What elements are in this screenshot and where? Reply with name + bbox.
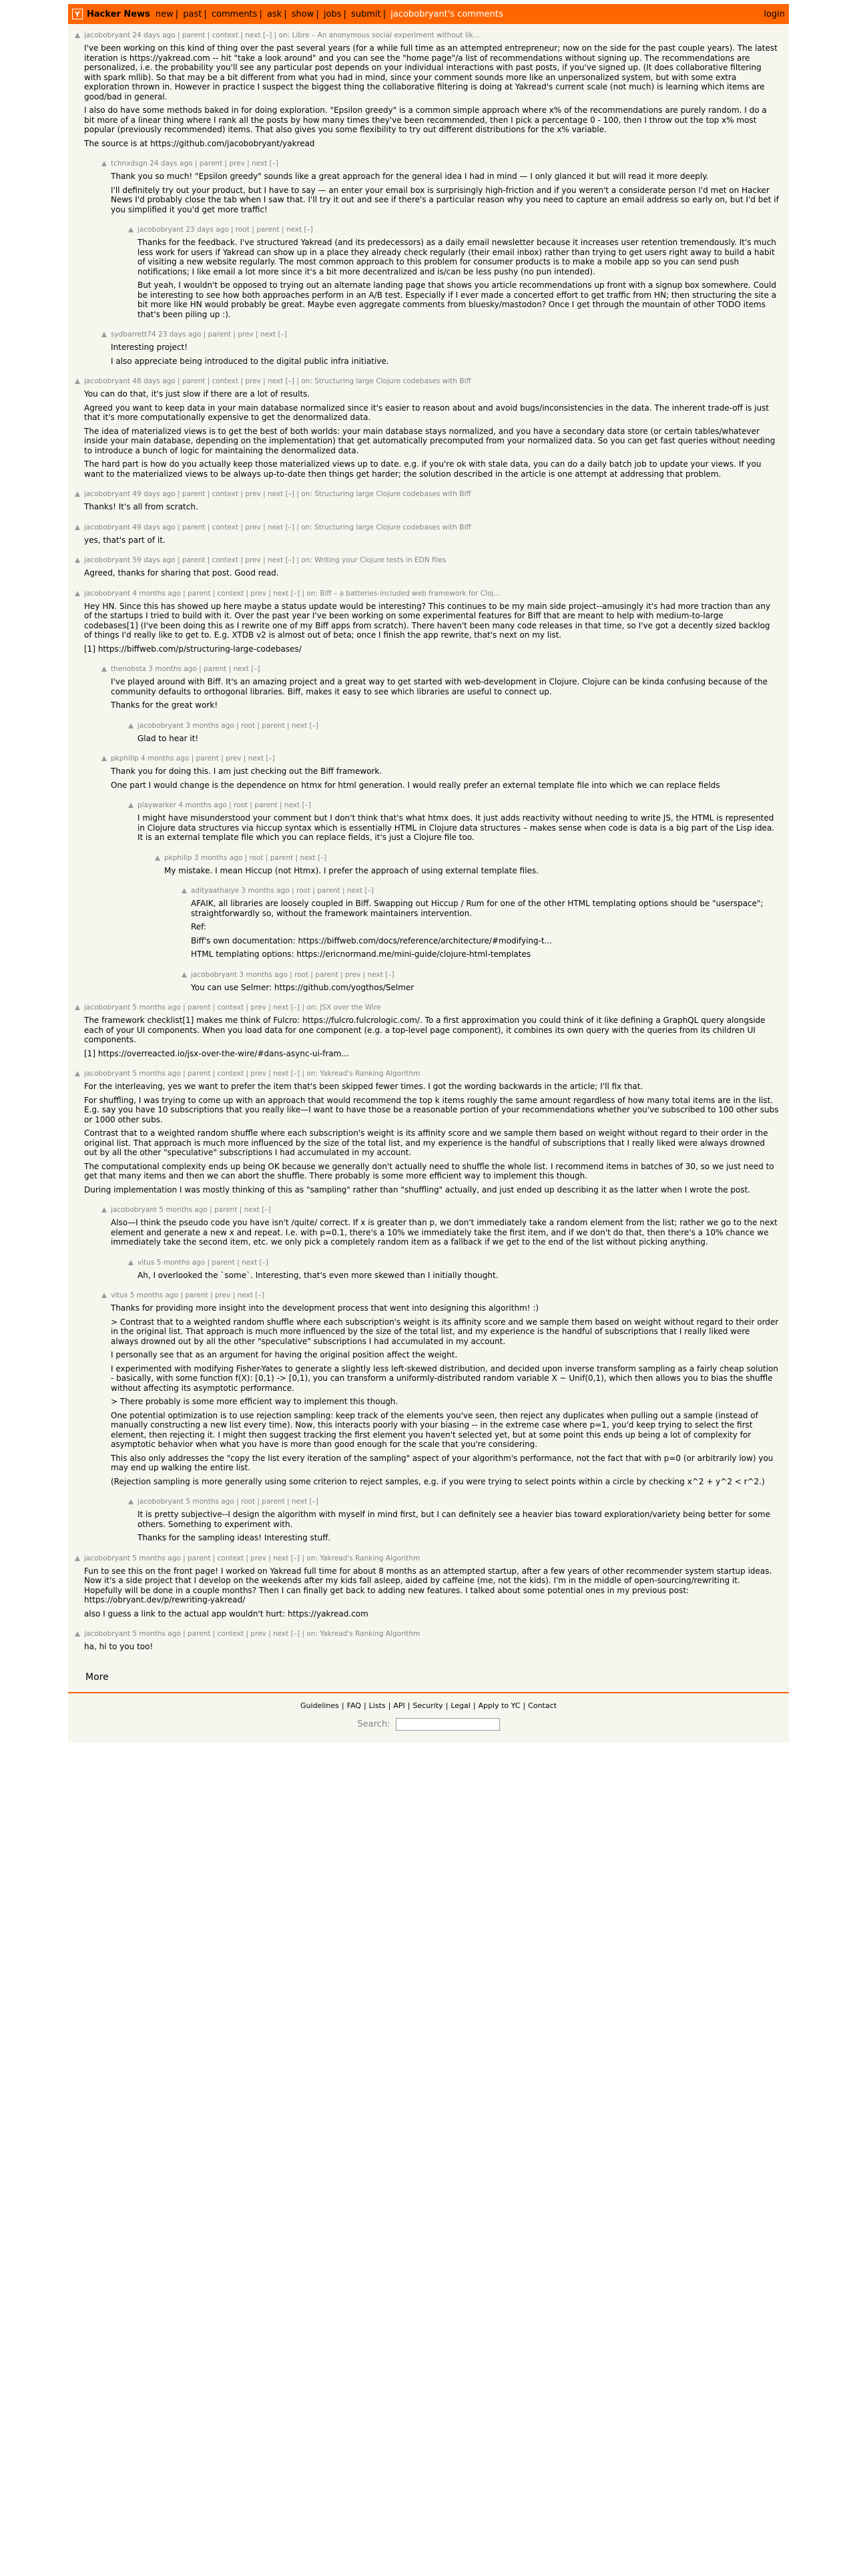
comment-text — [191, 983, 780, 993]
search-input[interactable] — [396, 1718, 500, 1731]
comment-meta[interactable]: pkphilip 3 months ago | root | parent | next [–] — [164, 853, 327, 862]
y-logo-icon[interactable]: Y — [72, 9, 83, 19]
comment-text — [111, 1303, 780, 1486]
footer-separator: | — [407, 1701, 410, 1710]
comment-body — [137, 225, 780, 323]
comment-paragraph: My mistake. I mean Hiccup (not Htmx). I prefer the approach of using external template files. — [164, 865, 539, 875]
comment — [128, 801, 780, 847]
upvote-arrow-icon[interactable] — [128, 803, 133, 808]
comment-body — [137, 1258, 780, 1285]
comment-paragraph: It is pretty subjective--I design the algorithm with myself in mind first, but I can definitely see a heavier bias toward exploration/variety being better for some others. Something to experiment with. — [137, 1510, 771, 1529]
comment-paragraph: You can use Selmer: https://github.com/yogthos/Selmer — [191, 982, 414, 992]
comment-paragraph: AFAIK, all libraries are loosely coupled in Biff. Swapping out Hiccup / Rum for one of the other HTML templating options should be "userspace"; straightforwardly so, without the framework maintainers intervention. — [191, 899, 764, 918]
comment-text — [84, 389, 780, 479]
comment-text — [137, 1510, 780, 1543]
comment — [101, 159, 780, 218]
comment-meta[interactable]: tchnxdsgn 24 days ago | parent | prev | next [–] — [111, 160, 279, 168]
comment — [75, 377, 780, 483]
upvote-arrow-icon[interactable] — [101, 666, 107, 672]
comment — [75, 31, 780, 152]
comment-paragraph: Thanks for the sampling ideas! Interesting stuff. — [137, 1533, 331, 1542]
comment-meta[interactable]: adityaathalye 3 months ago | root | parent | next [–] — [191, 887, 374, 895]
comment-text — [84, 1642, 780, 1652]
upvote-arrow-icon[interactable] — [75, 1005, 80, 1010]
comment-paragraph: One potential optimization is to use rejection sampling: keep track of the elements you've seen, then reject any duplicates when pulling out a sample (instead of manually constructing a new list every time). Now, this interacts poorly with your biasing -- in the extreme case where p=1, you'd keep trying to select the first element, then rejecting it. I might then suggest tracking the first element you haven't selected yet, but at some point this ends up being a lot of complexity for asymptotic behavior when what you have is more than good enough for the scale that you're considering. — [111, 1410, 758, 1449]
comment — [101, 1205, 780, 1251]
page-container — [68, 4, 789, 1743]
upvote-arrow-icon[interactable] — [155, 855, 160, 861]
footer-link[interactable]: API — [393, 1701, 405, 1710]
comment — [75, 1069, 780, 1199]
comment — [101, 664, 780, 714]
comment-paragraph: This also only addresses the "copy the list every iteration of the sampling" aspect of your algorithm's performance, not the fact that with p=0 (or arbitrarily low) you may end up walking the entire list. — [111, 1453, 774, 1472]
more-link[interactable]: More — [85, 1671, 109, 1683]
comment-meta[interactable]: jacobobryant 5 months ago | parent | context | prev | next [–] | on: JSX over the Wire — [84, 1004, 381, 1012]
nav-submit[interactable]: submit — [351, 9, 381, 19]
footer-separator: | — [388, 1701, 391, 1710]
comment-meta[interactable]: jacobobryant 49 days ago | parent | context | prev | next [–] | on: Structuring large Clojure codebases with Biff — [84, 490, 471, 498]
upvote-arrow-icon[interactable] — [128, 227, 133, 232]
upvote-arrow-icon[interactable] — [101, 1293, 107, 1298]
comment-text — [111, 1218, 780, 1247]
comment-paragraph: Interesting project! — [111, 343, 188, 352]
comment-meta[interactable]: pkphilip 4 months ago | parent | prev | next [–] — [111, 755, 275, 763]
comment-paragraph: Thanks for providing more insight into the development process that went into designing this algorithm! :) — [111, 1303, 539, 1313]
comment-text — [84, 602, 780, 654]
footer-link[interactable]: Lists — [368, 1701, 386, 1710]
comment-paragraph: One part I would change is the dependence on htmx for html generation. I would really prefer an external template file into which we can replace fields — [111, 780, 720, 790]
comment-paragraph: For the interleaving, yes we want to prefer the item that's been skipped fewer times. I got the wording backwards in the article; I'll fix that. — [84, 1082, 643, 1091]
search-label: Search: — [357, 1719, 390, 1729]
comment — [75, 1003, 780, 1062]
upvote-arrow-icon[interactable] — [75, 379, 80, 384]
comment-paragraph: I've played around with Biff. It's an amazing project and a great way to get started with web-development in Clojure. Clojure can be kinda confusing because of the community defaults to orthogonal libraries. Biff, makes it easy to see which libraries are useful to connect up. — [111, 677, 768, 696]
comment — [101, 330, 780, 370]
nav-show[interactable]: show — [291, 9, 314, 19]
comment-text — [137, 1271, 780, 1281]
comment-paragraph: HTML templating options: https://ericnormand.me/mini-guide/clojure-html-templates — [191, 949, 531, 959]
comment — [75, 556, 780, 582]
comment-text — [84, 1082, 780, 1195]
comment-meta[interactable]: jacobobryant 5 months ago | parent | context | prev | next [–] | on: Yakread's Ranking Algorithm — [84, 1630, 420, 1638]
comment-meta[interactable]: jacobobryant 5 months ago | parent | context | prev | next [–] | on: Yakread's Ranking Algorithm — [84, 1554, 420, 1562]
comment-paragraph: Thanks for the feedback. I've structured Yakread (and its predecessors) as a daily email newsletter because it increases user retention tremendously. It's much less work for users if Yakread can show up in a place they already check regularly (their email inbox) rather than trying to get users right away to build a habit of visiting a new website regularly. The most common approach to this problem for consumer products is to make a mobile app so you can send push notifications; I like email a lot more since it's a bit more decentralized and is/can be less pushy (no pun intended). — [137, 238, 776, 276]
comment-meta[interactable]: jacobobryant 3 months ago | root | parent | prev | next [–] — [191, 970, 394, 979]
comment-body — [84, 523, 780, 550]
comment-meta[interactable]: jacobobryant 49 days ago | parent | context | prev | next [–] | on: Structuring large Clojure codebases with Biff — [84, 523, 471, 531]
comment-text — [191, 899, 780, 959]
comment-paragraph: ha, hi to you too! — [84, 1642, 154, 1651]
comment-meta[interactable]: playwarker 4 months ago | root | parent | next [–] — [137, 801, 311, 809]
comment-meta[interactable]: jacobobryant 24 days ago | parent | context | next [–] | on: Libre – An anonymous social experiment without lik... — [84, 31, 480, 39]
comment-body — [111, 754, 780, 794]
comment-meta[interactable]: jacobobryant 59 days ago | parent | context | prev | next [–] | on: Writing your Clojure tests in EDN files — [84, 556, 447, 564]
comment-paragraph: The source is at https://github.com/jacobobryant/yakread — [84, 138, 315, 148]
footer-separator: | — [473, 1701, 476, 1710]
comment-body — [137, 721, 780, 748]
upvote-arrow-icon[interactable] — [101, 1207, 107, 1213]
footer-separator: | — [523, 1701, 526, 1710]
comment-paragraph: Thank you so much! "Epsilon greedy" sounds like a great approach for the general idea I had in mind — I only glanced it but will read it more deeply. — [111, 172, 709, 181]
nav-past[interactable]: past — [183, 9, 202, 19]
comment-paragraph: Thanks! It's all from scratch. — [84, 502, 198, 511]
comment-text — [111, 677, 780, 710]
upvote-arrow-icon[interactable] — [101, 332, 107, 337]
comment-meta[interactable]: jacobobryant 5 months ago | parent | context | prev | next [–] | on: Yakread's Ranking Algorithm — [84, 1070, 420, 1078]
comment-paragraph: I've been working on this kind of thing over the past several years (for a while full time as an attempted entrepreneur; now on the side for the past couple years). The latest iteration is https://yakread.com -- hit "take a look around" and you can see the "home page"/a list of recommendations without signing up. The recommendations are personalized, i.e. the probability you'll see any particular post depends on your individual interactions with past posts, if you've signed up. (It does collaborative filtering with spark mllib). So that may be a bit different from what you had in mind, since your comment sounds more like an unpersonalized system, but with some extra exploration thrown in. However in practice I suspect the biggest thing the collaborative filtering is doing at Yakread's current scale (not much) is learning which items are good/bad in general. — [84, 43, 778, 101]
footer-separator: | — [363, 1701, 366, 1710]
comment-body — [137, 801, 780, 847]
comment-paragraph: Hey HN. Since this has showed up here maybe a status update would be interesting? This continues to be my main side project--amusingly it's had more traction than any of the startups I tried to build with it. Over the past year I've been working on some experimental features for Biff that are meant to help with medium-to-large codebases[1] (I've been doing this as I rewrite one of my Biff apps from scratch). There haven't been many code releases in that time, so I've got a decently sized backlog of things I'd really like to get to. E.g. XTDB v2 is almost out of beta; once I finish the app rewrite, that's next on my list. — [84, 601, 771, 640]
comment-text — [84, 568, 780, 578]
comment-paragraph: Glad to hear it! — [137, 733, 199, 743]
comment-text — [111, 343, 780, 366]
comment-body — [137, 1497, 780, 1547]
comment — [75, 589, 780, 658]
comment-body — [111, 159, 780, 218]
footer-link[interactable]: Apply to YC — [478, 1701, 521, 1710]
comment-text — [164, 866, 780, 876]
upvote-arrow-icon[interactable] — [75, 1556, 80, 1561]
comment-body — [84, 1554, 780, 1623]
comment-paragraph: I also do have some methods baked in for doing exploration. "Epsilon greedy" is a common simple approach where x% of the recommendations are purely random. I do a bit more of a linear thing where I rank all the posts by how many times they've been recommended, then I pick a percentage 0 - 100, then I throw out the top x% most popular (previously recommended) items. That also gives you some flexibility to try out different distributions for the x% variable. — [84, 105, 767, 134]
upvote-arrow-icon[interactable] — [75, 491, 80, 497]
comment — [75, 489, 780, 516]
comment-paragraph: The idea of materialized views is to get the best of both worlds: your main database stays normalized, and you have a secondary data store (or certain tables/whatever inside your main database, depending on the implementation) that get automatically precomputed from your normalized data. So you can get fast queries without needing to introduce a bunch of logic for maintaining the denormalized data. — [84, 426, 776, 455]
footer-links — [68, 1701, 789, 1710]
comment-paragraph: During implementation I was mostly thinking of this as "sampling" rather than "shuffling" actually, and just ended up describing it as the latter when I wrote the post. — [84, 1185, 751, 1195]
comment-paragraph: > Contrast that to a weighted random shuffle where each subscription's weight is its affinity score and we sample them based on weight without regard to their order in the original list. That approach is much more influenced by the size of the total list, and my experience is the handful of subscriptions that I really liked were always drowned out by all the other "speculative" subscriptions I had accumulated in my account. — [111, 1317, 779, 1346]
comment-body — [84, 1003, 780, 1062]
nav-jobs[interactable]: jobs — [323, 9, 342, 19]
comment-text — [84, 1016, 780, 1058]
comment-body — [84, 556, 780, 582]
comment-body — [84, 589, 780, 658]
comment-meta[interactable]: jacobobryant 23 days ago | root | parent | next [–] — [137, 226, 313, 234]
comment-meta[interactable]: vitus 5 months ago | parent | next [–] — [137, 1258, 269, 1267]
comment-paragraph: Also—I think the pseudo code you have isn't /quite/ correct. If x is greater than p, we don't immediately take a random element from the list; rather we go to the next element and generate a new x and repeat. I.e. with p=0.1, there's a 10% we immediately take the first item, and if we don't do that, then there's a 10% chance we immediately take the second item, etc. we only pick a completely random item as a fallback if we get to the end of the list without picking anything. — [111, 1218, 778, 1247]
upvote-arrow-icon[interactable] — [101, 756, 107, 761]
site-name[interactable]: Hacker News — [87, 9, 150, 19]
comment-paragraph: > There probably is some more efficient way to implement this though. — [111, 1397, 398, 1406]
upvote-arrow-icon[interactable] — [75, 33, 80, 38]
comment-text — [84, 43, 780, 148]
comment-text — [84, 1566, 780, 1619]
comment-body — [111, 664, 780, 714]
comment-text — [137, 734, 780, 744]
comment-paragraph: The hard part is how do you actually keep those materialized views up to date. e.g. if you're ok with stale data, you can do a daily batch job to update your views. If you want to the materialized views to be always up-to-date then things get harder; the solution described in the article is one attempt at addressing that problem. — [84, 459, 762, 479]
nav-comments[interactable]: comments — [211, 9, 258, 19]
comment — [75, 1554, 780, 1623]
comment-paragraph: I personally see that as an argument for having the original position affect the weight. — [111, 1350, 458, 1359]
comment-text — [84, 502, 780, 512]
comment-paragraph: The framework checklist[1] makes me think of Fulcro: https://fulcro.fulcrologic.com/. To a first approximation you could think of it like defining a GraphQL query alongside each of your UI components. When you load data for one component (e.g. a top-level page component), it combines its own query with the queries from its children UI components. — [84, 1016, 766, 1044]
comment-paragraph: Ah, I overlooked the `some`. Interesting, that's even more skewed than I initially thought. — [137, 1270, 499, 1280]
upvote-arrow-icon[interactable] — [128, 1499, 133, 1504]
comment-paragraph: Thanks for the great work! — [111, 700, 218, 710]
nav-ask[interactable]: ask — [266, 9, 282, 19]
comment-paragraph: But yeah, I wouldn't be opposed to trying out an alternate landing page that shows you article recommendations up front with a signup box somewhere. Could be interesting to see how both approaches perform in an A/B test. Especially if I ever made a concerted effort to get traffic from HN; then structuring the site a bit more like HN would probably be great. Maybe even aggregate comments from bluesky/mastodon? Once I get through the mountain of other TODO items that's been piling up :). — [137, 280, 777, 319]
comment-body — [84, 1069, 780, 1199]
footer-link[interactable]: Contact — [528, 1701, 557, 1710]
comment-paragraph: [1] https://biffweb.com/p/structuring-large-codebases/ — [84, 644, 302, 654]
upvote-arrow-icon[interactable] — [75, 558, 80, 563]
comment-meta[interactable]: thenobsta 3 months ago | parent | next [–] — [111, 665, 260, 673]
comment-text — [137, 813, 780, 843]
footer — [68, 1693, 789, 1737]
comment-paragraph: [1] https://overreacted.io/jsx-over-the-wire/#dans-async-ui-fram... — [84, 1048, 349, 1058]
comment-paragraph: I experimented with modifying Fisher-Yates to generate a slightly less left-skewed distribution, and decided upon inverse transform sampling as a fairly cheap solution - basically, with some function f(X): [0,1) -> [0,1), you can transform a uniformly-distributed random variable X ~ Unif(0,1), which then allows you to bias the shuffle without affecting its asymptotic performance. — [111, 1363, 778, 1393]
comment-body — [111, 1291, 780, 1490]
footer-separator: | — [445, 1701, 449, 1710]
comment-paragraph: I also appreciate being introduced to the digital public infra initiative. — [111, 356, 389, 366]
comment — [75, 523, 780, 550]
comment-text — [137, 238, 780, 319]
comment-body — [164, 853, 780, 880]
upvote-arrow-icon[interactable] — [182, 888, 187, 893]
nav-links: new | past | comments | ask | show | jobs | submit | jacobobryant's comments — [155, 9, 503, 19]
comment-paragraph: The computational complexity ends up being OK because we generally don't actually need to shuffle the whole list. I recommend items in batches of 30, so we just need to get that many items and then we can abort the shuffle. There probably is some more efficient way to implement this though. — [84, 1161, 774, 1180]
upvote-arrow-icon[interactable] — [128, 723, 133, 728]
comment — [128, 1497, 780, 1547]
current-page-label: jacobobryant's comments — [390, 9, 503, 19]
search-area — [68, 1718, 789, 1731]
comment-body — [84, 489, 780, 516]
nav-new[interactable]: new — [155, 9, 174, 19]
comment — [128, 721, 780, 748]
comment — [155, 853, 780, 880]
comment-paragraph: Contrast that to a weighted random shuffle where each subscription's weight is its affinity score and we sample them based on weight without regard to their order in the original list. That approach is much more influenced by the size of the total list, and my experience is the handful of subscriptions that I really liked were always drowned out by all the other "speculative" subscriptions I had accumulated in my account. — [84, 1128, 768, 1157]
upvote-arrow-icon[interactable] — [101, 161, 107, 166]
comment — [128, 1258, 780, 1285]
footer-link[interactable]: FAQ — [346, 1701, 361, 1710]
comment — [75, 1629, 780, 1656]
comment-paragraph: Fun to see this on the front page! I worked on Yakread full time for about 8 months as an attempted startup, after a few years of other recommender system startup ideas. Now it's a side project that I develop on the weekends after my kids fall asleep, aided by caffeine (me, not the kids). I'm in the middle of open-sourcing/rewriting it. Hopefully will be done in a couple months? Then I can finally get back to adding new features. I talked about some potential ones in my previous post: https://obryant.dev/p/rewriting-yakread/ — [84, 1566, 772, 1604]
comment-text — [111, 767, 780, 790]
comment-body — [191, 886, 780, 963]
login-link[interactable]: login — [764, 9, 785, 19]
comment-paragraph: Biff's own documentation: https://biffweb.com/docs/reference/architecture/#modifying-t... — [191, 935, 553, 945]
comment-body — [84, 377, 780, 483]
upvote-arrow-icon[interactable] — [75, 525, 80, 530]
comment-paragraph: For shuffling, I was trying to come up with an approach that would recommend the top k items roughly the same amount regardless of how many total items are in the list. E.g. say you have 10 subscriptions that you really like—I want to have those be a reasonable portion of your recommendations whether you've subscribed to 100 other subs or 1000 other subs. — [84, 1095, 779, 1124]
comment-list — [68, 24, 789, 1668]
comment-paragraph: I'll definitely try out your product, but I have to say — an enter your email box is surprisingly high-friction and if you weren't a considerate person I'd met on Hacker News I'd probably close the tab when I saw that. I'll try it out and see if there's a particular reason why you need to capture an email address so early on, but I'd bet if you simplified it you'd get more traffic! — [111, 185, 779, 214]
upvote-arrow-icon[interactable] — [128, 1260, 133, 1265]
comment-meta[interactable]: jacobobryant 5 months ago | root | parent | next [–] — [137, 1498, 318, 1506]
comment-paragraph: Ref: — [191, 922, 207, 931]
comment-paragraph: You can do that, it's just slow if there are a lot of results. — [84, 389, 310, 399]
upvote-arrow-icon[interactable] — [182, 972, 187, 978]
upvote-arrow-icon[interactable] — [75, 1631, 80, 1637]
comment-paragraph: yes, that's part of it. — [84, 535, 166, 545]
comment — [101, 1291, 780, 1490]
comment — [101, 754, 780, 794]
comment-paragraph: Agreed, thanks for sharing that post. Good read. — [84, 568, 279, 578]
comment — [182, 970, 780, 997]
comment-text — [84, 535, 780, 546]
comment-meta[interactable]: jacobobryant 5 months ago | parent | next [–] — [111, 1206, 271, 1214]
comment-meta[interactable]: sydbarrett74 23 days ago | parent | prev | next [–] — [111, 331, 287, 339]
comment-paragraph: Thank you for doing this. I am just checking out the Biff framework. — [111, 767, 382, 776]
comment-body — [191, 970, 780, 997]
comment-paragraph: (Rejection sampling is more generally using some criterion to reject samples, e.g. if you were trying to select points within a circle by checking x^2 + y^2 < r^2.) — [111, 1476, 765, 1486]
comment-meta[interactable]: vitus 5 months ago | parent | prev | next [–] — [111, 1291, 264, 1299]
upvote-arrow-icon[interactable] — [75, 591, 80, 596]
comment-paragraph: I might have misunderstood your comment but I don't think that's what htmx does. It just adds reactivity without needing to write JS, the HTML is represented in Clojure data structures via hiccup syntax which is essentially HTML in Clojure data structures – makes sense when code is data is a big part of the Lisp idea. It is an external template file which you can replace fields, it's just a Clojure file too. — [137, 813, 775, 842]
comment-body — [111, 1205, 780, 1251]
footer-link[interactable]: Legal — [451, 1701, 471, 1710]
comment-body — [84, 31, 780, 152]
comment-body — [111, 330, 780, 370]
footer-link[interactable]: Guidelines — [300, 1701, 339, 1710]
footer-link[interactable]: Security — [412, 1701, 443, 1710]
comment-paragraph: also I guess a link to the actual app wouldn't hurt: https://yakread.com — [84, 1608, 368, 1619]
comment-meta[interactable]: jacobobryant 48 days ago | parent | context | prev | next [–] | on: Structuring large Clojure codebases with Biff — [84, 377, 471, 385]
footer-separator: | — [341, 1701, 344, 1710]
top-bar — [68, 4, 789, 24]
comment — [128, 225, 780, 323]
comment-body — [84, 1629, 780, 1656]
comment-text — [111, 172, 780, 214]
comment-meta[interactable]: jacobobryant 3 months ago | root | parent | next [–] — [137, 721, 318, 730]
upvote-arrow-icon[interactable] — [75, 1071, 80, 1076]
comment — [182, 886, 780, 963]
comment-paragraph: Agreed you want to keep data in your main database normalized since it's easier to reason about and avoid bugs/inconsistencies in the data. The inherent trade-off is just that it's more computationally expensive to get the denormalized data. — [84, 403, 770, 422]
comment-meta[interactable]: jacobobryant 4 months ago | parent | context | prev | next [–] | on: Biff – a batteries-included web framework for Cloj... — [84, 589, 501, 598]
